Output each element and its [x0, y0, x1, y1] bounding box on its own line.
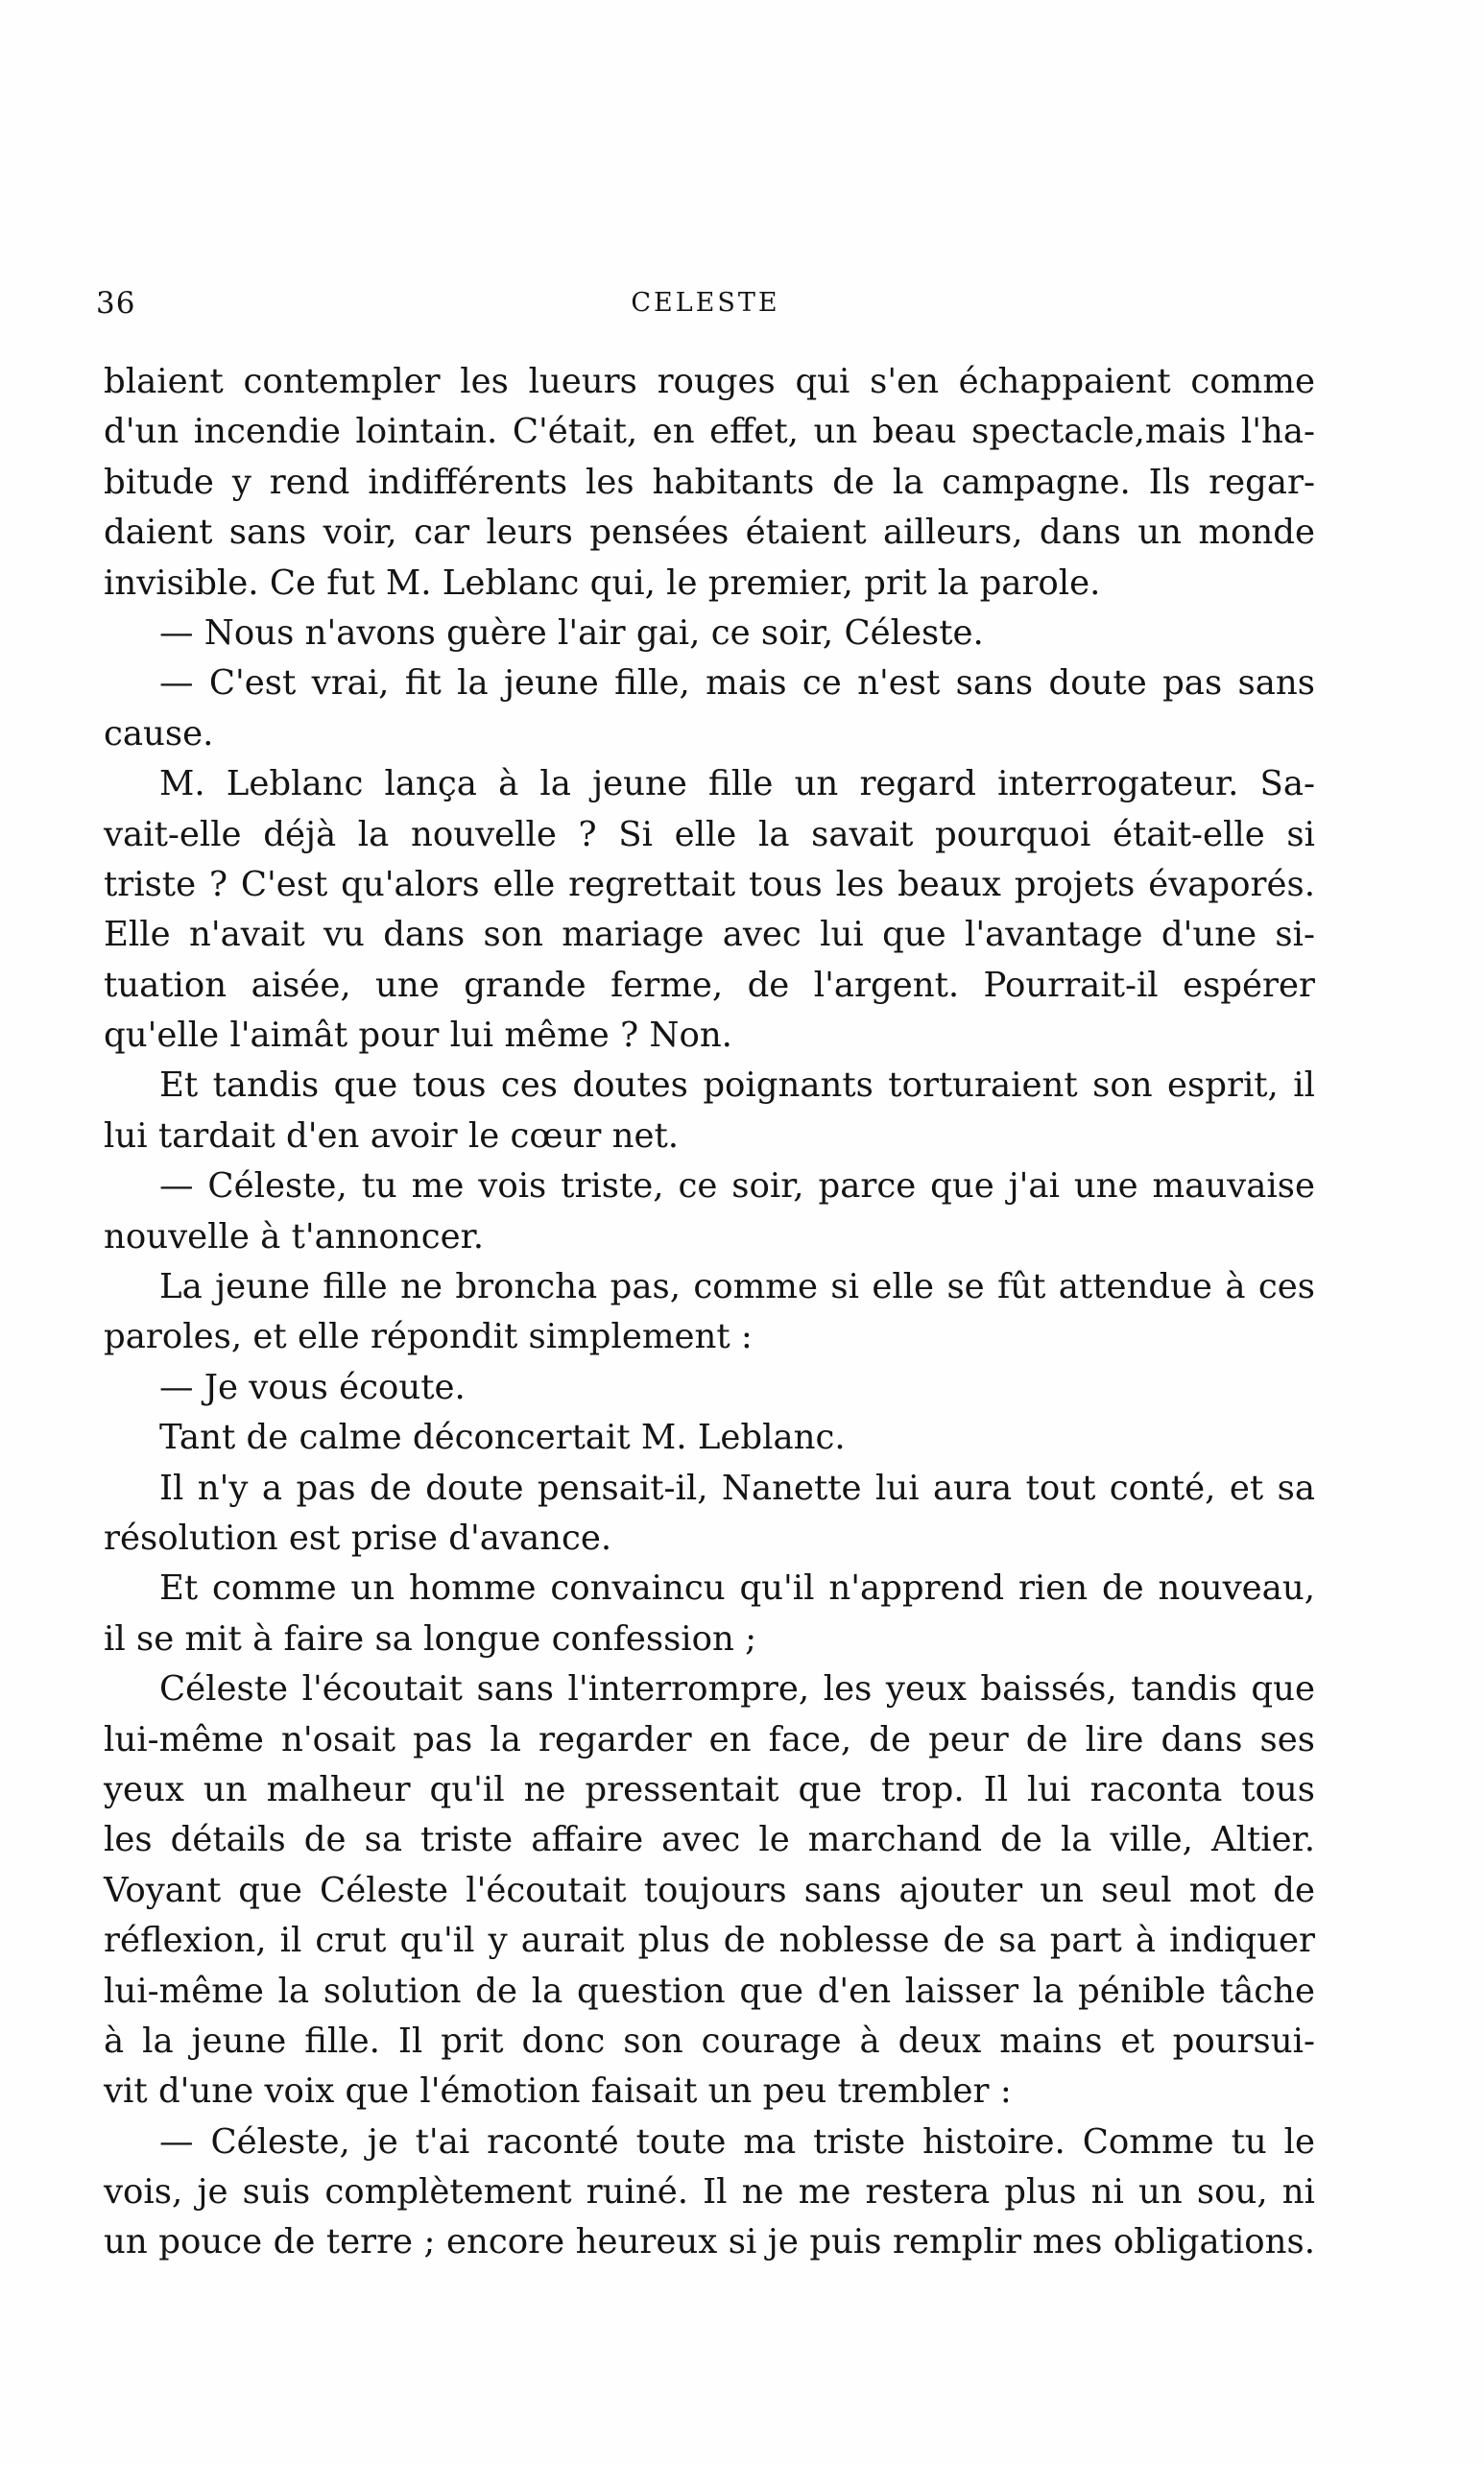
text-line: cause.: [104, 713, 214, 754]
text-line: triste ? C'est qu'alors elle regrettait tous les beaux projets évaporés.: [104, 864, 1315, 904]
text-line: lui-même n'osait pas la regarder en face, de peur de lire dans ses: [104, 1719, 1315, 1759]
text-line: — Je vous écoute.: [159, 1367, 466, 1407]
text-line: résolution est prise d'avance.: [104, 1518, 612, 1558]
text-line: Et tandis que tous ces doutes poignants torturaient son esprit, il: [159, 1065, 1315, 1106]
text-line: — Nous n'avons guère l'air gai, ce soir, Céleste.: [159, 612, 984, 653]
text-line: blaient contempler les lueurs rouges qui s'en échappaient comme: [104, 362, 1315, 401]
text-line: M. Leblanc lança à la jeune fille un regard interrogateur. Sa-: [159, 764, 1315, 804]
text-line: — Céleste, je t'ai raconté toute ma triste histoire. Comme tu le: [159, 2121, 1315, 2162]
text-line: réflexion, il crut qu'il y aurait plus de noblesse de sa part à indiquer: [104, 1921, 1315, 1961]
text-line: yeux un malheur qu'il ne pressentait que trop. Il lui raconta tous: [104, 1769, 1315, 1809]
text-line: les détails de sa triste affaire avec le marchand de la ville, Altier.: [104, 1820, 1315, 1860]
text-line: Et comme un homme convaincu qu'il n'apprend rien de nouveau,: [159, 1568, 1315, 1609]
text-line: lui tardait d'en avoir le cœur net.: [104, 1115, 680, 1156]
text-line: à la jeune fille. Il prit donc son courage à deux mains et poursui-: [104, 2021, 1315, 2061]
text-line: invisible. Ce fut M. Leblanc qui, le premier, prit la parole.: [104, 562, 1101, 603]
text-line: lui-même la solution de la question que d'en laisser la pénible tâche: [104, 1971, 1315, 2011]
running-title: CELESTE: [631, 288, 780, 318]
text-line: La jeune fille ne broncha pas, comme si elle se fût attendue à ces: [159, 1267, 1315, 1307]
body-text: [104, 357, 1315, 2268]
text-line: d'un incendie lointain. C'était, en effet, un beau spectacle,mais l'ha-: [104, 412, 1315, 452]
text-line: Elle n'avait vu dans son mariage avec lui que l'avantage d'une si-: [104, 915, 1315, 955]
text-line: Il n'y a pas de doute pensait-il, Nanette lui aura tout conté, et sa: [159, 1468, 1315, 1508]
text-line: paroles, et elle répondit simplement :: [104, 1317, 753, 1357]
text-line: tuation aisée, une grande ferme, de l'argent. Pourrait-il espérer: [104, 965, 1315, 1005]
page-number: 36: [96, 286, 136, 321]
text-line: vit d'une voix que l'émotion faisait un peu trembler :: [104, 2071, 1012, 2112]
text-line: bitude y rend indifférents les habitants de la campagne. Ils regar-: [104, 462, 1315, 502]
text-line: Voyant que Céleste l'écoutait toujours sans ajouter un seul mot de: [104, 1870, 1315, 1910]
text-line: il se mit à faire sa longue confession ;: [104, 1618, 757, 1659]
text-line: un pouce de terre ; encore heureux si je puis remplir mes obligations.: [104, 2222, 1315, 2262]
text-line: nouvelle à t'annoncer.: [104, 1216, 485, 1256]
text-line: qu'elle l'aimât pour lui même ? Non.: [104, 1016, 732, 1056]
text-line: Tant de calme déconcertait M. Leblanc.: [159, 1418, 846, 1458]
text-line: Céleste l'écoutait sans l'interrompre, les yeux baissés, tandis que: [159, 1669, 1315, 1710]
text-line: — Céleste, tu me vois triste, ce soir, parce que j'ai une mauvaise: [159, 1166, 1315, 1207]
text-line: vois, je suis complètement ruiné. Il ne me restera plus ni un sou, ni: [104, 2172, 1315, 2213]
text-line: daient sans voir, car leurs pensées étaient ailleurs, dans un monde: [104, 513, 1315, 553]
page-header: [96, 286, 1315, 324]
text-line: vait-elle déjà la nouvelle ? Si elle la savait pourquoi était-elle si: [104, 814, 1315, 854]
text-line: — C'est vrai, fit la jeune fille, mais ce n'est sans doute pas sans: [159, 663, 1315, 704]
